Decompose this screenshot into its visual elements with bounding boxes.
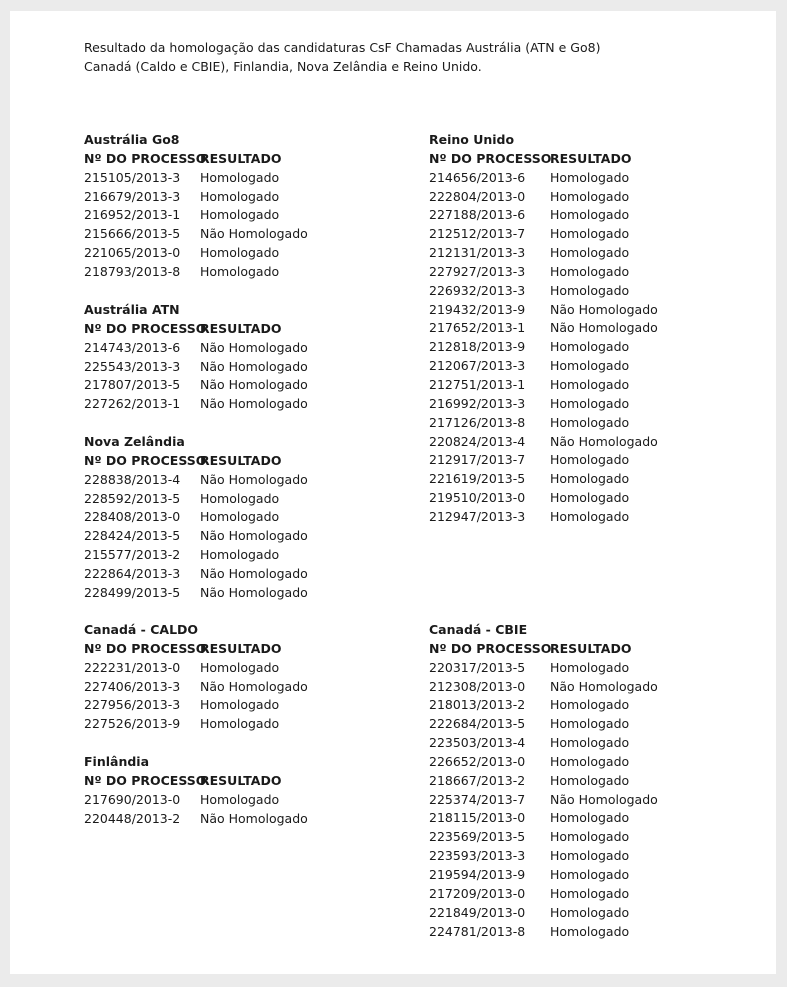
result-value: Homologado [550,226,630,242]
process-number: 212917/2013-7 [429,452,526,468]
process-number: 212308/2013-0 [429,678,526,694]
table-row [429,395,658,414]
process-number: 217690/2013-0 [84,791,181,807]
process-column-header: Nº DO PROCESSO [429,640,552,656]
process-number: 217807/2013-5 [84,377,181,393]
result-column-header: RESULTADO [200,150,282,166]
section-heading: Nova Zelândia [84,434,185,449]
process-number: 226932/2013-3 [429,282,526,298]
section-canada-cbie [429,621,658,941]
result-column-header: RESULTADO [200,320,282,336]
result-value: Homologado [550,358,630,374]
result-value: Homologado [550,207,630,223]
result-value: Não Homologado [200,584,308,600]
result-value: Homologado [550,697,630,713]
process-number: 217209/2013-0 [429,885,526,901]
column-header-row [84,452,308,471]
process-number: 221849/2013-0 [429,904,526,920]
column-header-row [429,640,658,659]
result-value: Homologado [550,848,630,864]
table-row [84,376,308,395]
table-row [429,791,658,810]
process-number: 220448/2013-2 [84,810,181,826]
result-value: Homologado [550,904,630,920]
result-value: Homologado [550,376,630,392]
table-row [429,809,658,828]
table-row [429,357,658,376]
result-value: Homologado [550,245,630,261]
process-number: 221619/2013-5 [429,471,526,487]
section-heading: Finlândia [84,754,150,769]
table-row [84,810,308,829]
table-row [429,244,658,263]
process-number: 220317/2013-5 [429,659,526,675]
table-row [84,715,308,734]
process-number: 212067/2013-3 [429,358,526,374]
rows-container [84,169,308,282]
result-value: Não Homologado [200,396,308,412]
process-number: 225543/2013-3 [84,358,181,374]
table-row [84,263,308,282]
column-header-row [84,320,308,339]
document-page [10,11,776,974]
column-header-row [429,150,658,169]
result-value: Homologado [550,659,630,675]
process-column-header: Nº DO PROCESSO [429,150,552,166]
process-number: 223569/2013-5 [429,829,526,845]
result-value: Homologado [200,547,280,563]
rows-container [84,659,308,734]
result-value: Homologado [550,414,630,430]
table-row [84,188,308,207]
table-row [429,376,658,395]
process-number: 225374/2013-7 [429,791,526,807]
process-number: 216679/2013-3 [84,188,181,204]
process-number: 214656/2013-6 [429,169,526,185]
result-value: Não Homologado [550,678,658,694]
result-value: Homologado [550,829,630,845]
process-number: 228838/2013-4 [84,471,181,487]
result-value: Não Homologado [200,810,308,826]
process-number: 226652/2013-0 [429,753,526,769]
process-number: 217652/2013-1 [429,320,526,336]
process-number: 227406/2013-3 [84,678,181,694]
process-number: 221065/2013-0 [84,245,181,261]
process-number: 212818/2013-9 [429,339,526,355]
section-australia-atn [84,301,308,414]
process-number: 219432/2013-9 [429,301,526,317]
result-column-header: RESULTADO [550,150,632,166]
title-line-1: Resultado da homologação das candidaturas CsF Chamadas Austrália (ATN e Go8) [84,40,601,55]
table-row [84,584,308,603]
result-value: Homologado [550,169,630,185]
process-number: 222684/2013-5 [429,716,526,732]
section-heading: Canadá - CBIE [429,622,528,637]
process-number: 228408/2013-0 [84,509,181,525]
table-row [429,734,658,753]
process-column-header: Nº DO PROCESSO [84,640,207,656]
section-nova-zelandia [84,433,308,603]
table-row [429,753,658,772]
process-number: 218013/2013-2 [429,697,526,713]
process-number: 228424/2013-5 [84,528,181,544]
process-number: 215105/2013-3 [84,169,181,185]
table-row [84,791,308,810]
table-row [429,772,658,791]
table-row [429,470,658,489]
result-value: Homologado [550,772,630,788]
process-column-header: Nº DO PROCESSO [84,320,207,336]
table-row [429,923,658,942]
process-column-header: Nº DO PROCESSO [84,772,207,788]
result-value: Homologado [550,716,630,732]
table-row [429,169,658,188]
table-row [84,358,308,377]
table-row [84,339,308,358]
table-row [429,508,658,527]
result-value: Homologado [200,490,280,506]
result-value: Homologado [550,923,630,939]
result-value: Não Homologado [550,433,658,449]
process-number: 215577/2013-2 [84,547,181,563]
table-row [84,471,308,490]
rows-container [429,659,658,942]
table-row [429,338,658,357]
section-reino-unido [429,131,658,527]
rows-container [429,169,658,527]
table-row [429,828,658,847]
table-row [429,847,658,866]
result-value: Homologado [550,471,630,487]
table-row [429,433,658,452]
result-value: Homologado [200,169,280,185]
result-value: Homologado [550,395,630,411]
table-row [84,490,308,509]
table-row [84,678,308,697]
table-row [84,169,308,188]
title-line-2: Canadá (Caldo e CBIE), Finlandia, Nova Zelândia e Reino Unido. [84,59,482,74]
result-value: Homologado [200,263,280,279]
table-row [429,188,658,207]
table-row [84,225,308,244]
section-heading: Austrália Go8 [84,132,180,147]
result-column-header: RESULTADO [200,772,282,788]
table-row [84,696,308,715]
result-value: Homologado [550,866,630,882]
process-number: 220824/2013-4 [429,433,526,449]
process-number: 215666/2013-5 [84,226,181,242]
table-row [429,866,658,885]
process-number: 219510/2013-0 [429,490,526,506]
process-number: 212512/2013-7 [429,226,526,242]
process-number: 222231/2013-0 [84,659,181,675]
process-number: 227262/2013-1 [84,396,181,412]
result-value: Não Homologado [200,226,308,242]
result-value: Homologado [550,508,630,524]
result-value: Homologado [200,716,280,732]
result-value: Homologado [200,245,280,261]
result-value: Homologado [550,188,630,204]
table-row [429,301,658,320]
rows-container [84,471,308,603]
result-value: Homologado [200,188,280,204]
result-value: Não Homologado [200,377,308,393]
section-australia-go8 [84,131,308,282]
table-row [429,319,658,338]
table-row [429,414,658,433]
process-number: 227188/2013-6 [429,207,526,223]
table-row [84,508,308,527]
process-number: 212131/2013-3 [429,245,526,261]
result-value: Homologado [550,885,630,901]
table-row [429,885,658,904]
table-row [84,244,308,263]
result-value: Não Homologado [550,320,658,336]
result-value: Não Homologado [200,339,308,355]
process-number: 222864/2013-3 [84,565,181,581]
table-row [429,263,658,282]
process-number: 218793/2013-8 [84,263,181,279]
table-row [429,282,658,301]
process-number: 218667/2013-2 [429,772,526,788]
result-value: Homologado [550,263,630,279]
section-heading: Austrália ATN [84,302,180,317]
process-column-header: Nº DO PROCESSO [84,150,207,166]
table-row [84,206,308,225]
column-header-row [84,640,308,659]
table-row [429,225,658,244]
process-number: 228499/2013-5 [84,584,181,600]
result-value: Homologado [550,735,630,751]
result-value: Não Homologado [550,301,658,317]
table-row [429,696,658,715]
process-number: 223593/2013-3 [429,848,526,864]
result-value: Homologado [550,490,630,506]
result-column-header: RESULTADO [200,640,282,656]
result-value: Homologado [200,697,280,713]
process-number: 227956/2013-3 [84,697,181,713]
result-value: Homologado [200,791,280,807]
rows-container [84,791,308,829]
table-row [429,206,658,225]
table-row [84,659,308,678]
table-row [84,546,308,565]
result-value: Homologado [550,339,630,355]
process-column-header: Nº DO PROCESSO [84,452,207,468]
result-column-header: RESULTADO [200,452,282,468]
result-value: Não Homologado [200,565,308,581]
section-heading: Canadá - CALDO [84,622,199,637]
process-number: 224781/2013-8 [429,923,526,939]
process-number: 212751/2013-1 [429,376,526,392]
process-number: 217126/2013-8 [429,414,526,430]
table-row [84,527,308,546]
table-row [429,904,658,923]
result-value: Não Homologado [550,791,658,807]
process-number: 212947/2013-3 [429,508,526,524]
result-value: Homologado [200,207,280,223]
table-row [84,395,308,414]
result-value: Não Homologado [200,528,308,544]
table-row [429,678,658,697]
process-number: 228592/2013-5 [84,490,181,506]
result-value: Não Homologado [200,358,308,374]
process-number: 216992/2013-3 [429,395,526,411]
section-heading: Reino Unido [429,132,515,147]
table-row [429,489,658,508]
process-number: 219594/2013-9 [429,866,526,882]
table-row [429,659,658,678]
result-value: Homologado [550,810,630,826]
table-row [429,451,658,470]
table-row [429,715,658,734]
result-value: Homologado [550,452,630,468]
section-canada-caldo [84,621,308,734]
table-row [84,565,308,584]
process-number: 222804/2013-0 [429,188,526,204]
section-finlandia [84,753,308,828]
column-header-row [84,150,308,169]
rows-container [84,339,308,414]
result-value: Homologado [200,509,280,525]
process-number: 218115/2013-0 [429,810,526,826]
process-number: 216952/2013-1 [84,207,181,223]
process-number: 227526/2013-9 [84,716,181,732]
column-header-row [84,772,308,791]
result-value: Homologado [550,282,630,298]
process-number: 227927/2013-3 [429,263,526,279]
result-value: Não Homologado [200,678,308,694]
document-title [84,38,600,76]
result-value: Homologado [550,753,630,769]
process-number: 223503/2013-4 [429,735,526,751]
result-value: Não Homologado [200,471,308,487]
result-value: Homologado [200,659,280,675]
process-number: 214743/2013-6 [84,339,181,355]
result-column-header: RESULTADO [550,640,632,656]
